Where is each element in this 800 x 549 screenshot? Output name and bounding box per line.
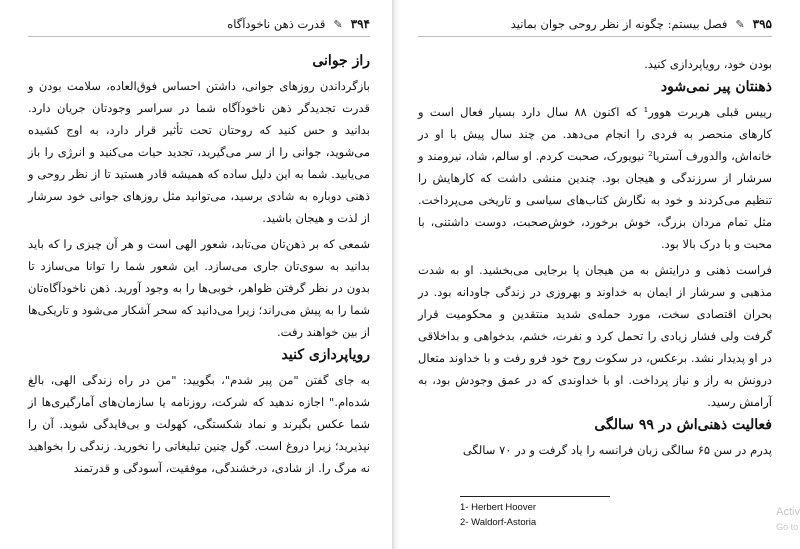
section-heading-mental-activity-99: فعالیت ذهنی‌اش در ۹۹ سالگی (594, 417, 772, 433)
footnote-1: 1- Herbert Hoover (460, 502, 537, 513)
intro-line: بودن خود، رویاپردازی کنید. (644, 57, 772, 71)
section-heading-mind-does-not-age: ذهنتان پیر نمی‌شود (660, 79, 772, 95)
watermark-line-2: Go to (776, 522, 799, 532)
right-page-number: ۳۹۵ (752, 17, 772, 31)
right-page-header (418, 14, 772, 37)
pen-ornament-icon: ✎ (333, 17, 343, 31)
paragraph: رییس قبلی هربرت هوور¹ که اکنون ۸۸ سال دارد بسیار فعال است و کارهای منحصر به فردی را انجام می‌دهد. من چند سال پیش با او در خانه‌اش، والدورف آستریا² نیویورک، صحبت کردم. او سالم، شاد، نیرومند و سرشار از سرزندگی و هیجان بود. چندین منشی داشت که کارهایش را تنظیم می‌کردند و خود به نگارش کتاب‌های سیاسی و تاریخی می‌پرداخت. مثل تمام مردان بزرگ، خوش برخورد، خوش‌صحبت، دوست داشتنی، با محبت و با درک بالا بود. (418, 105, 772, 251)
left-page (0, 0, 392, 549)
pen-ornament-icon: ✎ (735, 17, 745, 31)
section-heading-secret-of-youth: راز جوانی (312, 53, 370, 69)
watermark-line-1: Activ (776, 506, 800, 518)
activation-watermark (776, 505, 800, 535)
footnotes (460, 500, 536, 530)
right-page (400, 0, 800, 549)
footnote-2: 2- Waldorf-Astoria (460, 517, 537, 528)
footnote-divider (460, 496, 610, 497)
paragraph: بازگرداندن روزهای جوانی، داشتن احساس فوق‌العاده، سلامت بودن و قدرت تجدیدگر ذهن ناخودآگاه شما در سراسر وجودتان جریان دارد. بدانید و حس کنید که روحتان تحت تأثیر قرار دارد، به اوج کشیده می‌شوید، جوانی را از سر می‌گیرید، تجدید حیات می‌کنید و انرژی را باز می‌یابید. شما به این دلیل ساده که همیشه قادر هستید تا از نظر روحی و ذهنی دوباره به شادی برسید، می‌توانید مثل روزهای جوانی خود سرشار از لذت و هیجان باشید. (28, 79, 370, 225)
right-page-running-title: فصل بیستم: چگونه از نظر روحی جوان بمانید (510, 17, 728, 31)
paragraph: شمعی که بر ذهن‌تان می‌تابد، شعور الهی است و هر آن چیزی را که باید بدانید به سوی‌تان جاری می‌سازد. این شعور شما را توانا می‌سازد تا بدون در نظر گرفتن ظواهر، خوبی‌ها را به وجود آورید. ذهن ناخودآگاه‌تان شما را به پیش می‌راند؛ زیرا می‌دانید که سحر آشکار می‌شود و تاریکی‌ها از بین خواهند رفت. (28, 237, 370, 339)
section-heading-dream: رویاپردازی کنید (281, 347, 370, 363)
paragraph: به جای گفتن "من پیر شدم"، بگویید: "من در راه زندگی الهی، بالغ شده‌ام." اجازه ندهید که شرکت، روزنامه یا سازمان‌های آمارگیری‌ها از شما عکس بگیرند و نماد شکستگی، کهولت و بی‌فایدگی شوید. آن را نپذیرید؛ زیرا دروغ است. گول چنین تبلیغاتی را نخورید. زندگی را بخواهید نه مرگ را. از شادی، درخشندگی، موفقیت، آسودگی و قدرتمند (28, 373, 370, 475)
left-page-number: ۳۹۴ (350, 17, 370, 31)
left-page-header (28, 14, 370, 37)
left-page-running-title: قدرت ذهن ناخودآگاه (227, 17, 326, 31)
paragraph: فراست ذهنی و درایتش به من هیجان پا برجایی می‌بخشید. او به شدت مذهبی و سرشار از ایمان به خداوند و بهروزی در زندگی جاودانه بود. در بحران اقتصادی سخت، مورد حمله‌ی شدید منتقدین و محکومیت قرار گرفت ولی فشار زیادی را تحمل کرد و نفرت، خشم، بدخواهی و بداخلاقی در او پدیدار نشد. برعکس، در سکوت روح خود فرو رفت و با خداوند متعال درونش به راز و نیاز پرداخت. او با خداوندی که در عمق وجودش بود، به آرامش رسید. (418, 263, 772, 409)
paragraph: پدرم در سن ۶۵ سالگی زبان فرانسه را یاد گرفت و در ۷۰ سالگی (462, 443, 772, 457)
book-gutter (392, 0, 400, 549)
